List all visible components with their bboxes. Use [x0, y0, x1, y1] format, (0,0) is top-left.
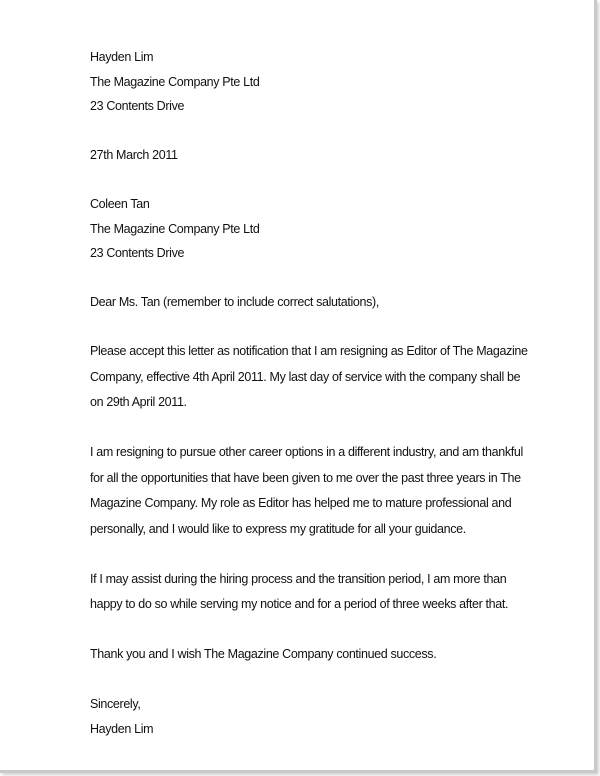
paragraph-line: Thank you and I wish The Magazine Company continued success.: [90, 647, 437, 661]
closing: Sincerely,: [90, 697, 141, 711]
paragraph-assist: [90, 567, 570, 618]
letter-body: [90, 45, 570, 741]
paragraph-reason: [90, 440, 570, 542]
paragraph-line: for all the opportunities that have been given to me over the past three years in The: [90, 470, 521, 485]
signoff-block: [90, 692, 570, 741]
recipient-company: The Magazine Company Pte Ltd: [90, 221, 260, 236]
sender-company: The Magazine Company Pte Ltd: [90, 74, 260, 89]
letter-date: 27th March 2011: [90, 148, 178, 162]
recipient-name: Coleen Tan: [90, 197, 150, 211]
paragraph-line: Please accept this letter as notification that I am resigning as Editor of The Magazine: [90, 344, 528, 358]
paragraph-line: personally, and I would like to express my gratitude for all your guidance.: [90, 521, 466, 536]
signature-name: Hayden Lim: [90, 721, 154, 736]
recipient-block: [90, 192, 570, 266]
paragraph-line: If I may assist during the hiring process and the transition period, I am more than: [90, 571, 507, 586]
paragraph-notification: [90, 339, 570, 416]
sender-address: 23 Contents Drive: [90, 99, 185, 113]
paragraph-thanks: [90, 642, 570, 668]
paragraph-line: I am resigning to pursue other career options in a different industry, and am thankful: [90, 445, 523, 459]
paragraph-line: on 29th April 2011.: [90, 395, 187, 409]
recipient-address: 23 Contents Drive: [90, 246, 185, 260]
salutation: Dear Ms. Tan (remember to include correct salutations),: [90, 295, 379, 309]
sender-name: Hayden Lim: [90, 50, 154, 64]
paragraph-line: happy to do so while serving my notice and for a period of three weeks after that.: [90, 597, 509, 611]
paragraph-line: Company, effective 4th April 2011. My last day of service with the company shall be: [90, 369, 521, 384]
paragraph-line: Magazine Company. My role as Editor has helped me to mature professional and: [90, 496, 512, 510]
sender-block: [90, 45, 570, 119]
